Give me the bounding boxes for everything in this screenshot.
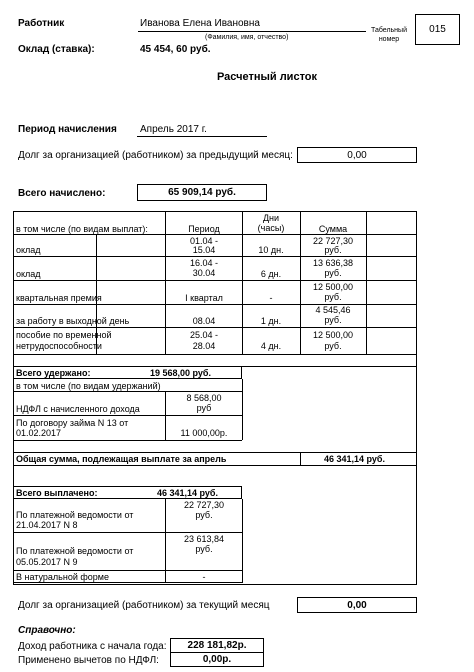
paid-name: В натуральной форме — [16, 572, 109, 582]
col-line — [242, 379, 243, 440]
payment-name: нетрудоспособности — [16, 341, 102, 351]
payment-sum: 13 636,38 — [312, 258, 354, 268]
debt-prev-box — [297, 147, 417, 163]
debt-current-label: Долг за организацией (работником) за текущий месяц — [18, 600, 270, 611]
col-line — [300, 452, 301, 466]
period-value: Апрель 2017 г. — [140, 124, 207, 135]
payment-name: оклад — [16, 245, 41, 255]
employee-caption: (Фамилия, имя, отчество) — [205, 34, 289, 41]
row-line — [13, 354, 416, 355]
table-head-col3-1: Дни — [262, 213, 280, 223]
deductions-label: Применено вычетов по НДФЛ: — [18, 655, 159, 666]
row-line — [13, 327, 416, 328]
table-head-col2: Период — [188, 224, 220, 234]
debt-current-box — [297, 597, 417, 613]
period-label: Период начисления — [18, 124, 117, 135]
debt-prev-value: 0,00 — [347, 150, 367, 161]
payment-sum: 4 545,46 — [315, 305, 351, 315]
withheld-label: Всего удержано: — [16, 368, 91, 378]
payment-name: квартальная премия — [16, 293, 102, 303]
payment-sum: руб. — [324, 292, 342, 302]
col-sep-e — [366, 211, 367, 354]
payment-sum: руб. — [324, 341, 342, 351]
paid-label: Всего выплачено: — [16, 488, 98, 498]
paid-name: 21.04.2017 N 8 — [16, 520, 78, 530]
payment-name: пособие по временной — [16, 330, 112, 340]
paid-name: 05.05.2017 N 9 — [16, 557, 78, 567]
reference-label: Справочно: — [18, 625, 76, 636]
payment-name: оклад — [16, 269, 41, 279]
payment-period: 15.04 — [192, 245, 216, 255]
total-due-value: 46 341,14 руб. — [324, 454, 385, 464]
row-line — [13, 582, 242, 583]
tab-number-label-2: номер — [378, 36, 400, 43]
row-line — [13, 570, 242, 571]
paid-amount: руб. — [195, 510, 213, 520]
payment-period: 16.04 - — [189, 258, 219, 268]
withheld-name: НДФЛ с начисленного дохода — [16, 404, 140, 414]
tab-number: 015 — [429, 24, 446, 35]
row-line — [13, 234, 416, 235]
debt-current-value: 0,00 — [347, 600, 367, 611]
table-head-col1: в том числе (по видам выплат): — [16, 224, 148, 234]
payment-sum: руб. — [324, 245, 342, 255]
employee-label: Работник — [18, 18, 65, 29]
payment-period: 08.04 — [192, 316, 216, 326]
tab-number-box — [415, 14, 460, 45]
table-left-border — [13, 211, 14, 584]
payment-period: 25.04 - — [189, 330, 219, 340]
total-due-label: Общая сумма, подлежащая выплате за апрель — [16, 454, 227, 464]
payment-sum: руб. — [324, 268, 342, 278]
withheld-name: По договору займа N 13 от — [16, 418, 129, 428]
table-head-col3-2: (часы) — [257, 223, 285, 233]
row-line — [13, 440, 242, 441]
withheld-amount: 8 568,00 — [186, 393, 222, 403]
income-box — [170, 638, 264, 653]
accrued-value: 65 909,14 руб. — [168, 187, 236, 198]
withheld-amount: 11 000,00р. — [180, 428, 228, 438]
payment-period: 01.04 - — [189, 236, 219, 246]
paid-name: По платежной ведомости от — [16, 510, 134, 520]
payment-sum: 12 500,00 — [312, 282, 354, 292]
paid-amount: 23 613,84 — [183, 534, 225, 544]
period-underline — [137, 136, 267, 137]
paid-value: 46 341,14 руб. — [157, 488, 218, 498]
payment-name: за работу в выходной день — [16, 316, 130, 326]
row-line — [13, 280, 416, 281]
payment-period: I квартал — [185, 293, 223, 303]
debt-prev-label: Долг за организацией (работником) за предыдущий месяц: — [18, 150, 293, 161]
paid-amount: руб. — [195, 544, 213, 554]
withheld-name: 01.02.2017 — [16, 428, 62, 438]
payment-period: 30.04 — [192, 268, 216, 278]
table-head-col4: Сумма — [318, 224, 348, 234]
withheld-value: 19 568,00 руб. — [150, 368, 211, 378]
row-line — [13, 532, 242, 533]
deductions-box — [170, 652, 264, 667]
accrued-box — [137, 184, 267, 201]
table-top-border — [13, 211, 416, 212]
withheld-amount: руб — [196, 403, 212, 413]
row-line — [13, 391, 242, 392]
deductions-value: 0,00р. — [202, 654, 232, 665]
employee-name-underline — [138, 31, 366, 32]
accrued-label: Всего начислено: — [18, 188, 106, 199]
payment-period: 28.04 — [192, 341, 216, 351]
table-bottom-border — [13, 584, 417, 585]
payment-days: 10 дн. — [258, 245, 284, 255]
income-label: Доход работника с начала года: — [18, 641, 167, 652]
payment-sum: 12 500,00 — [312, 330, 354, 340]
payment-sum: руб. — [324, 315, 342, 325]
withheld-sub-label: в том числе (по видам удержаний) — [16, 381, 161, 391]
table-right-border — [416, 211, 417, 584]
col-line — [242, 499, 243, 583]
paid-amount: - — [202, 572, 206, 582]
payment-days: 1 дн. — [260, 316, 282, 326]
tab-number-label-1: Табельный — [371, 27, 407, 34]
payment-days: 4 дн. — [260, 341, 282, 351]
page-title: Расчетный листок — [216, 71, 318, 83]
salary-label: Оклад (ставка): — [18, 44, 95, 55]
payment-sum: 22 727,30 — [312, 236, 354, 246]
salary-value: 45 454, 60 руб. — [140, 44, 211, 55]
payment-days: 6 дн. — [260, 269, 282, 279]
paid-amount: 22 727,30 — [183, 500, 225, 510]
paid-name: По платежной ведомости от — [16, 546, 134, 556]
income-value: 228 181,82р. — [187, 640, 247, 651]
row-line — [13, 256, 416, 257]
row-line — [13, 415, 242, 416]
payment-days: - — [269, 293, 273, 303]
employee-name: Иванова Елена Ивановна — [140, 18, 260, 29]
